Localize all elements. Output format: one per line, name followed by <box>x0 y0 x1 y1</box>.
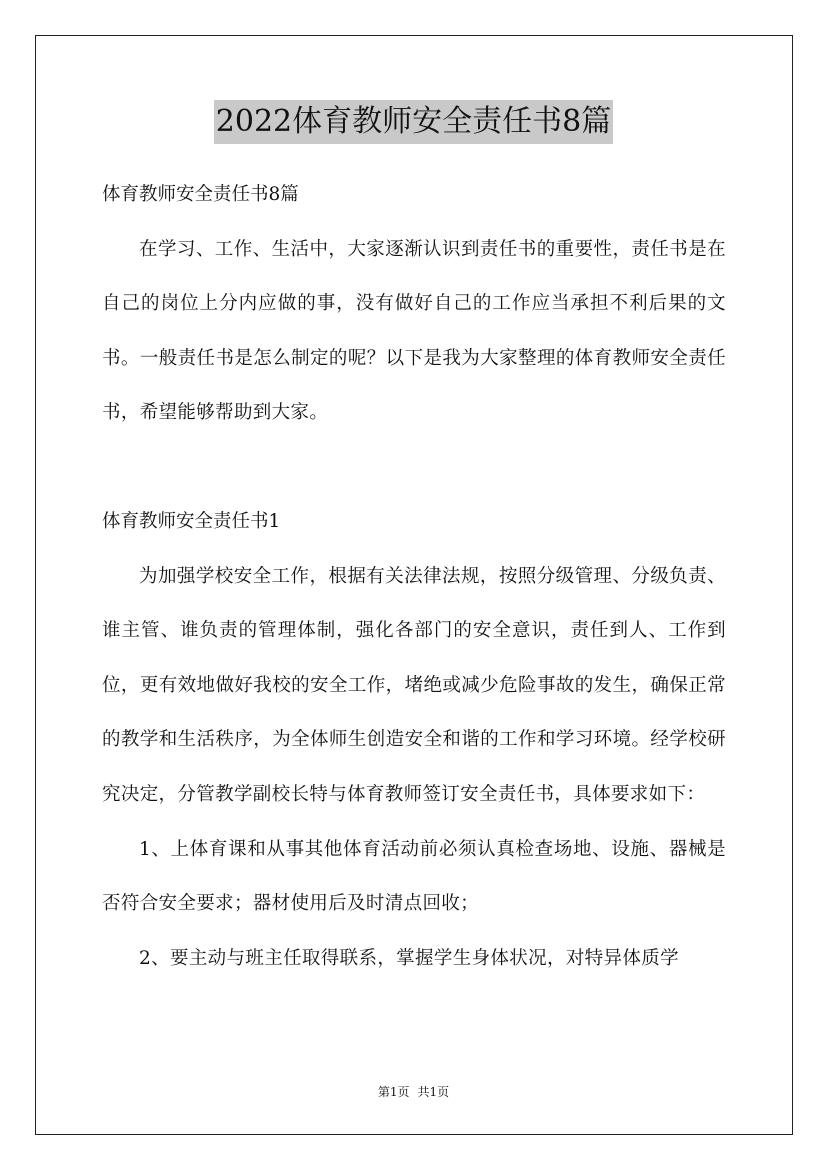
section1-paragraph-2: 1、上体育课和从事其他体育活动前必须认真检查场地、设施、器械是否符合安全要求；器材使用后及时清点回收； <box>102 838 726 915</box>
page-footer <box>0 1083 827 1100</box>
intro-paragraph: 在学习、工作、生活中，大家逐渐认识到责任书的重要性，责任书是在自己的岗位上分内应做的事，没有做好自己的工作应当承担不利后果的文书。一般责任书是怎么制定的呢？以下是我为大家整理的体育教师安全责任书，希望能够帮助到大家。 <box>102 238 726 424</box>
document-title: 2022体育教师安全责任书8篇 <box>214 100 613 144</box>
section1-heading: 体育教师安全责任书1 <box>102 510 281 532</box>
intro-heading: 体育教师安全责任书8篇 <box>102 184 299 205</box>
page-number-current: 第1页 <box>377 1085 410 1099</box>
document-body <box>102 168 726 986</box>
section-spacer <box>102 441 726 495</box>
section1-paragraph-1: 为加强学校安全工作，根据有关法律法规，按照分级管理、分级负责、谁主管、谁负责的管理体制，强化各部门的安全意识，责任到人、工作到位，更有效地做好我校的安全工作，堵绝或减少危险事故的发生，确保正常的教学和生活秩序，为全体师生创造安全和谐的工作和学习环境。经学校研究决定，分管教学副校长特与体育教师签订安全责任书，具体要求如下： <box>102 565 726 805</box>
title-container <box>0 100 827 144</box>
section1-paragraph-3: 2、要主动与班主任取得联系，掌握学生身体状况，对特异体质学 <box>139 947 679 969</box>
page-number-total: 共1页 <box>417 1085 450 1099</box>
